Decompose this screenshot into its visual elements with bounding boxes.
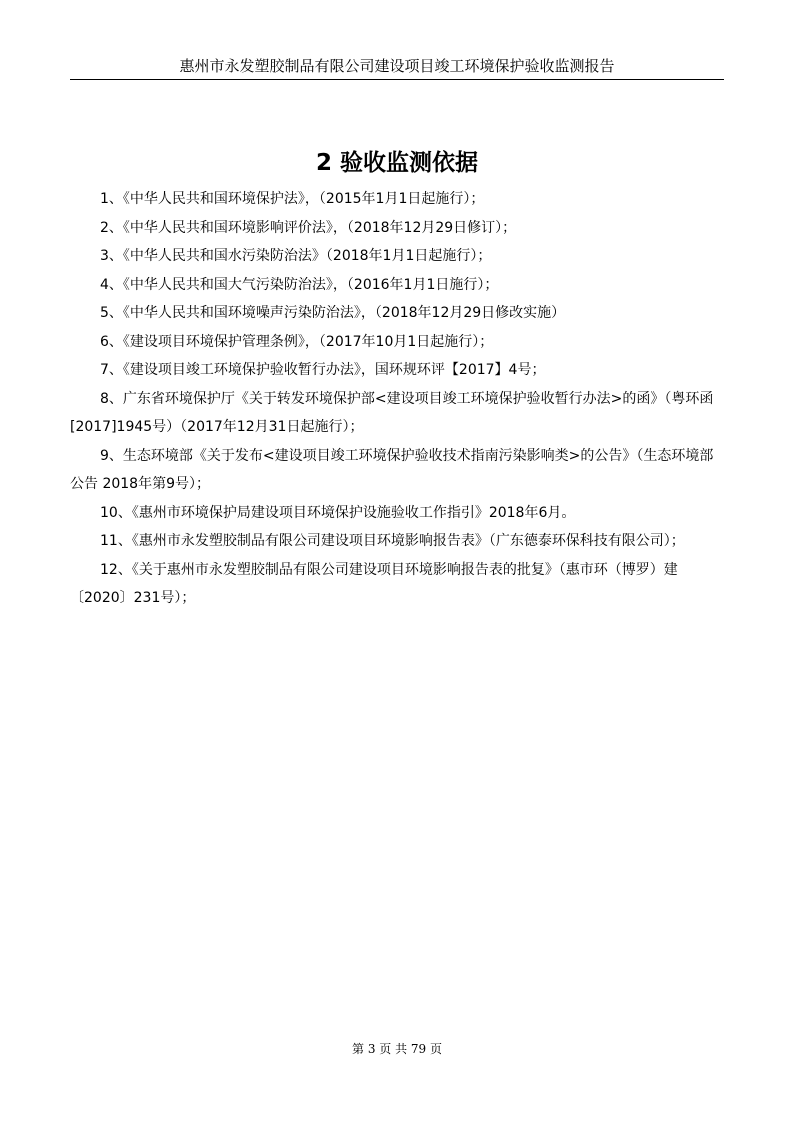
section-title: 2 验收监测依据 <box>315 150 478 176</box>
header-divider <box>70 79 724 80</box>
reference-item-4: 4、《中华人民共和国大气污染防治法》，（2016年1月1日施行）； <box>100 276 499 293</box>
reference-item-6: 6、《建设项目环境保护管理条例》，（2017年10月1日起施行）； <box>100 333 494 350</box>
reference-item-8: 8、广东省环境保护厅《关于转发环境保护部<建设项目竣工环境保护验收暂行办法>的函》（粤环函[2017]1945号）（2017年12月31日起施行）； <box>70 390 714 435</box>
page-number-footer: 第 3 页 共 79 页 <box>352 1042 442 1056</box>
reference-item-11: 11、《惠州市永发塑胶制品有限公司建设项目环境影响报告表》（广东德泰环保科技有限公司）； <box>100 533 685 549</box>
reference-item-9: 9、生态环境部《关于发布<建设项目竣工环境保护验收技术指南污染影响类>的公告》（生态环境部 公告 2018年第9号）； <box>70 447 718 492</box>
reference-item-5: 5、《中华人民共和国环境噪声污染防治法》，（2018年12月29日修改实施） <box>100 305 566 321</box>
reference-item-10: 10、《惠州市环境保护局建设项目环境保护设施验收工作指引》2018年6月。 <box>100 504 576 521</box>
reference-list <box>70 185 724 613</box>
reference-item-7: 7、《建设项目竣工环境保护验收暂行办法》，国环规环评【2017】4号； <box>100 362 546 378</box>
reference-item-12: 12、《关于惠州市永发塑胶制品有限公司建设项目环境影响报告表的批复》（惠市环（博罗）建〔2020〕231号）； <box>70 561 678 606</box>
page-header: 惠州市永发塑胶制品有限公司建设项目竣工环境保护验收监测报告 <box>179 57 615 75</box>
reference-item-3: 3、《中华人民共和国水污染防治法》（2018年1月1日起施行）； <box>100 248 492 264</box>
reference-item-2: 2、《中华人民共和国环境影响评价法》，（2018年12月29日修订）； <box>100 219 517 236</box>
reference-item-1: 1、《中华人民共和国环境保护法》，（2015年1月1日起施行）； <box>100 191 485 207</box>
